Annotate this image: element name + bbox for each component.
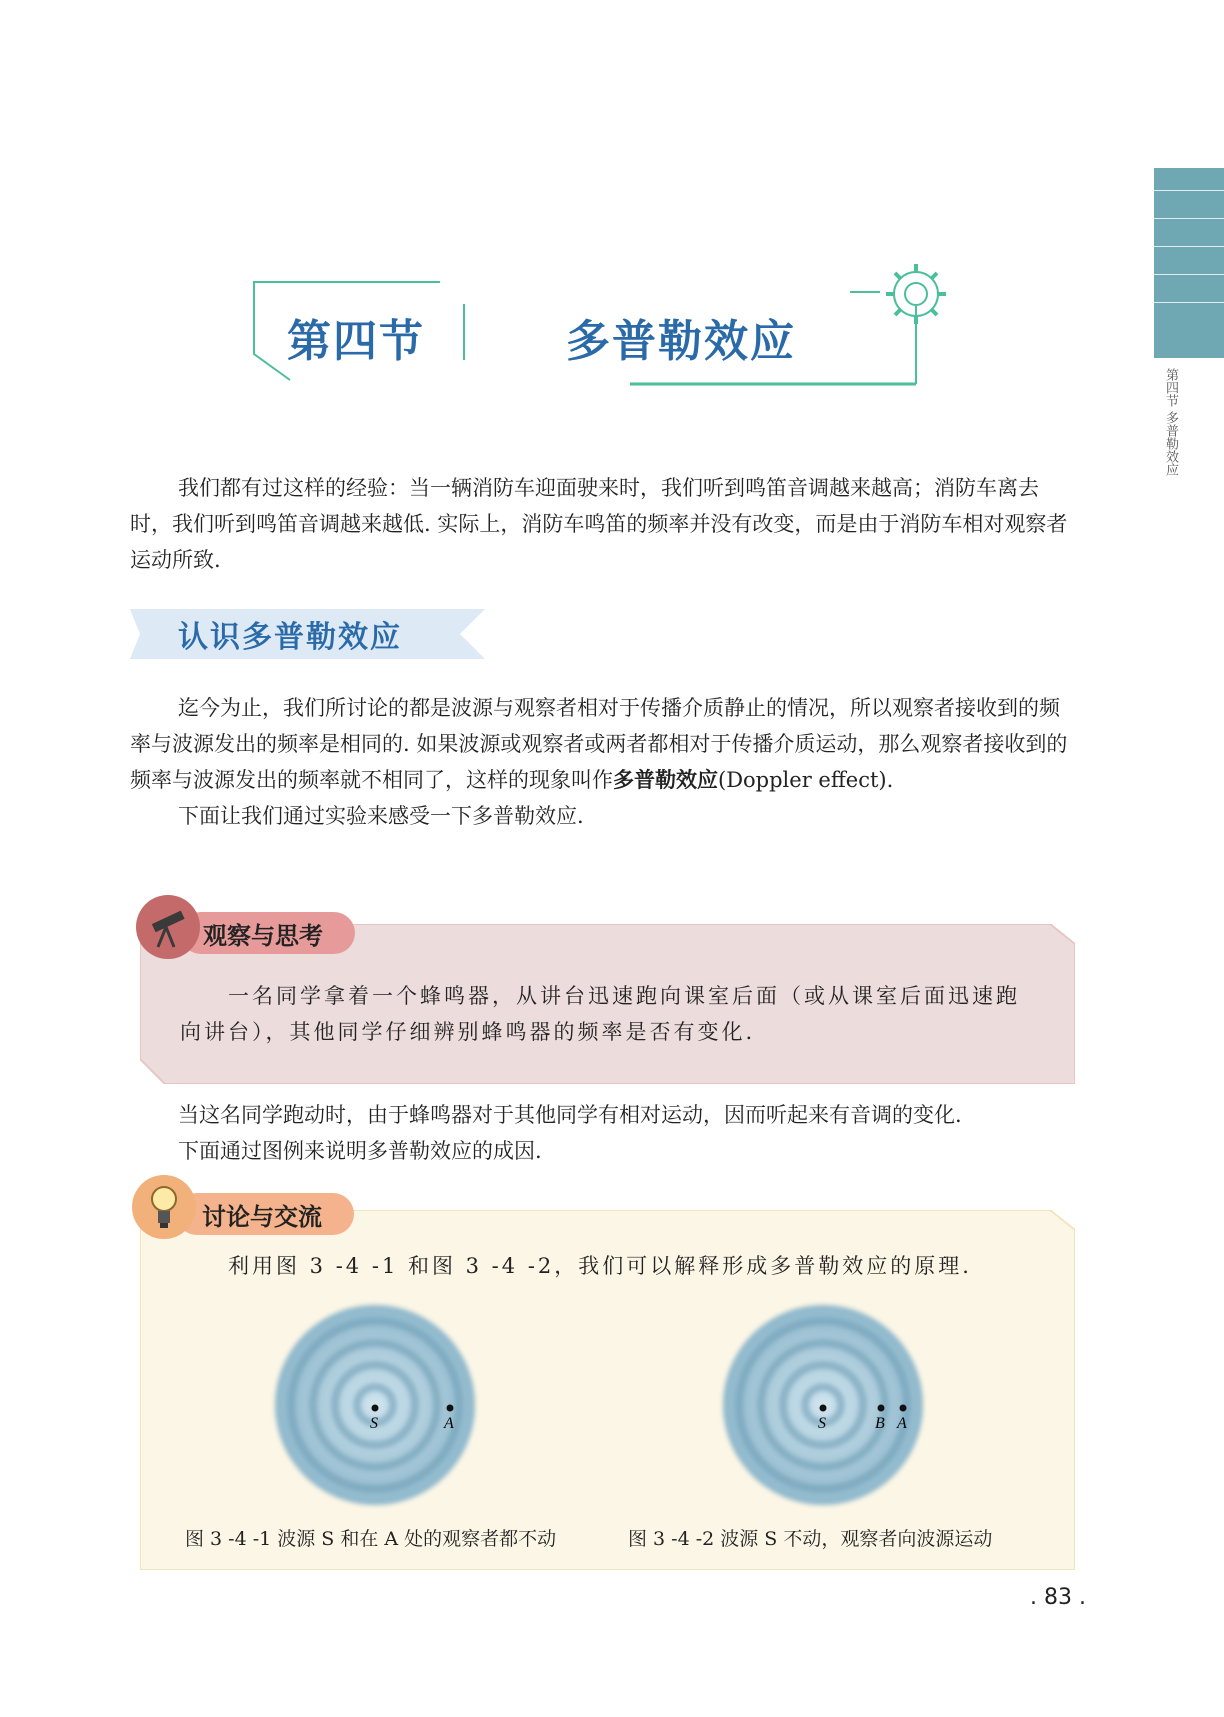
wave-figure-2 — [718, 1300, 928, 1510]
body-paragraph: 迄今为止，我们所讨论的都是波源与观察者相对于传播介质静止的情况，所以观察者接收到的频率与波源发出的频率是相同的. 如果波源或观察者或两者都相对于传播介质运动，那么观察者接收到的频率与波源发出的频率就不相同了，这样的现象叫作多普勒效应(Doppler effect). 下面让我们通过实验来感受一下多普勒效应. — [130, 696, 1068, 828]
section-heading: 认识多普勒效应 — [178, 620, 402, 655]
intro-paragraph: 我们都有过这样的经验：当一辆消防车迎面驶来时，我们听到鸣笛音调越来越高；消防车离去时，我们听到鸣笛音调越来越低. 实际上，消防车鸣笛的频率并没有改变，而是由于消防车相对观察者运动所致. — [130, 476, 1068, 572]
page-number: . 83 . — [1030, 1585, 1086, 1610]
source-point — [372, 1405, 379, 1412]
observer-point-b — [878, 1405, 885, 1412]
lightbulb-icon — [132, 1175, 196, 1239]
discuss-text: 利用图 3 -4 -1 和图 3 -4 -2，我们可以解释形成多普勒效应的原理. — [228, 1254, 972, 1278]
point-label: A — [444, 1415, 454, 1432]
telescope-icon — [136, 895, 200, 959]
figure-caption: 图 3 -4 -2 波源 S 不动，观察者向波源运动 — [628, 1528, 993, 1550]
observer-point-a — [900, 1405, 907, 1412]
key-term: 多普勒效应 — [613, 768, 718, 792]
explanation-paragraph: 当这名同学跑动时，由于蜂鸣器对于其他同学有相对运动，因而听起来有音调的变化. 下面通过图例来说明多普勒效应的成因. — [178, 1103, 962, 1163]
observe-text: 一名同学拿着一个蜂鸣器，从讲台迅速跑向课室后面（或从课室后面迅速跑向讲台），其他同学仔细辨别蜂鸣器的频率是否有变化. — [180, 984, 1020, 1044]
point-label: S — [370, 1415, 378, 1432]
page-title: 多普勒效应 — [566, 316, 796, 367]
source-point — [820, 1405, 827, 1412]
observer-point — [447, 1405, 454, 1412]
point-label: A — [897, 1415, 907, 1432]
gear-icon — [886, 264, 946, 324]
discuss-label: 讨论与交流 — [202, 1203, 322, 1231]
figure-caption: 图 3 -4 -1 波源 S 和在 A 处的观察者都不动 — [185, 1528, 557, 1550]
section-number: 第四节 — [287, 316, 425, 367]
observe-label: 观察与思考 — [203, 922, 323, 950]
point-label: S — [818, 1415, 826, 1432]
point-label: B — [875, 1415, 885, 1432]
chapter-side-tab — [1154, 168, 1224, 358]
wave-figure-1 — [270, 1300, 480, 1510]
side-tab-label: 第四节 多普勒效应 — [1163, 368, 1178, 477]
